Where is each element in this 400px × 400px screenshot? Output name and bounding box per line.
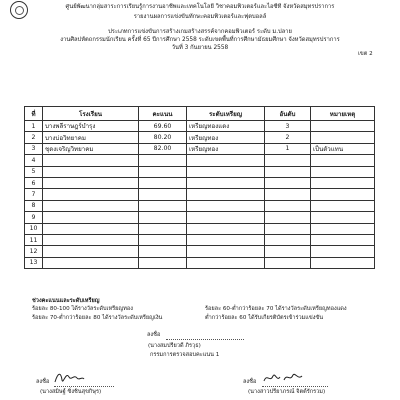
row-number: 2 <box>25 132 43 143</box>
table-row <box>25 200 375 211</box>
header-line-2: รายงานผลการแข่งขันทักษะคอมพิวเตอร์และฟุตบอลล์ <box>133 14 267 20</box>
school-name <box>43 200 139 211</box>
row-number: 10 <box>25 223 43 234</box>
score-cell <box>139 223 187 234</box>
row-number: 12 <box>25 246 43 257</box>
results-table <box>24 106 375 269</box>
note-cell <box>311 200 375 211</box>
note-cell <box>311 121 375 132</box>
medal-cell <box>187 246 265 257</box>
school-name <box>43 257 139 268</box>
rank-cell <box>265 189 311 200</box>
score-cell <box>139 189 187 200</box>
rank-cell: 3 <box>265 121 311 132</box>
row-number: 8 <box>25 200 43 211</box>
column-header-rank: อันดับ <box>265 107 311 121</box>
medal-cell <box>187 200 265 211</box>
medal-cell <box>187 223 265 234</box>
school-name <box>43 155 139 166</box>
school-name <box>43 212 139 223</box>
header-line-1: ศูนย์พัฒนากลุ่มสาระการเรียนรู้การงานอาชีพและเทคโนโลยี วิชาคอมพิวเตอร์และไอซีที จังหวัดสมุทรปราการ <box>65 4 335 10</box>
table-row <box>25 223 375 234</box>
score-cell: 80.20 <box>139 132 187 143</box>
school-name: บางพลีราษฎร์บำรุง <box>43 121 139 132</box>
center-signer-name: (นางสมปรียวดี ภิรวุธ) <box>148 343 201 349</box>
note-cell <box>311 212 375 223</box>
row-number: 13 <box>25 257 43 268</box>
school-name <box>43 246 139 257</box>
medal-cell <box>187 257 265 268</box>
medal-cell <box>187 234 265 245</box>
zone-label: เขต 2 <box>358 51 373 57</box>
note-cell <box>311 177 375 188</box>
score-cell <box>139 200 187 211</box>
center-sign-label: ลงชื่อ <box>147 332 161 338</box>
score-cell: 69.60 <box>139 121 187 132</box>
left-signer-name: (นางสมิษฐ์ ซิ่งชินสุขกิษุร) <box>40 389 102 395</box>
column-header-note: หมายเหตุ <box>311 107 375 121</box>
school-name <box>43 189 139 200</box>
right-signature-line <box>262 386 328 387</box>
medal-cell <box>187 189 265 200</box>
score-cell <box>139 166 187 177</box>
table-row <box>25 212 375 223</box>
score-cell <box>139 177 187 188</box>
table-row <box>25 177 375 188</box>
score-cell <box>139 257 187 268</box>
medal-cell: เหรียญทองแดง <box>187 121 265 132</box>
row-number: 9 <box>25 212 43 223</box>
score-cell <box>139 234 187 245</box>
left-handwritten-signature <box>52 368 86 386</box>
table-row <box>25 121 375 132</box>
column-header-medal: ระดับเหรียญ <box>187 107 265 121</box>
header-line-4: งานศิลปหัตถกรรมนักเรียน ครั้งที่ 65 ปีการศึกษา 2558 ระดับเขตพื้นที่การศึกษามัธยมศึกษา จังหวัดสมุทรปราการ <box>60 37 340 43</box>
rank-cell <box>265 223 311 234</box>
rank-cell <box>265 155 311 166</box>
score-cell <box>139 155 187 166</box>
medal-cell <box>187 212 265 223</box>
note-cell <box>311 155 375 166</box>
note-cell <box>311 234 375 245</box>
rank-cell <box>265 234 311 245</box>
criteria-participation: ต่ำกว่าร้อยละ 60 ได้รับเกียรติบัตรเข้าร่วมแข่งขัน <box>205 315 324 321</box>
left-signature-line <box>54 386 114 387</box>
score-cell <box>139 246 187 257</box>
column-header-score: คะแนน <box>139 107 187 121</box>
right-handwritten-signature <box>262 368 304 386</box>
table-row <box>25 189 375 200</box>
row-number: 11 <box>25 234 43 245</box>
medal-cell: เหรียญทอง <box>187 132 265 143</box>
note-cell <box>311 166 375 177</box>
right-sign-label: ลงชื่อ <box>243 379 257 385</box>
table-row <box>25 155 375 166</box>
medal-cell <box>187 177 265 188</box>
row-number: 7 <box>25 189 43 200</box>
note-cell <box>311 132 375 143</box>
row-number: 3 <box>25 143 43 154</box>
right-signer-name: (นางสาวปรียาภรณ์ จิตต์รักรวม) <box>248 389 326 395</box>
row-number: 5 <box>25 166 43 177</box>
criteria-gold: ร้อยละ 80-100 ได้รางวัลระดับเหรียญทอง <box>32 306 133 312</box>
rank-cell: 2 <box>265 132 311 143</box>
medal-cell <box>187 155 265 166</box>
school-name <box>43 177 139 188</box>
rank-cell <box>265 212 311 223</box>
criteria-silver: ร้อยละ 70-ต่ำกว่าร้อยละ 80 ได้รางวัลระดับเหรียญเงิน <box>32 315 163 321</box>
rank-cell <box>265 246 311 257</box>
note-cell <box>311 223 375 234</box>
note-cell <box>311 246 375 257</box>
row-number: 6 <box>25 177 43 188</box>
school-name: บางบ่อวิทยาคม <box>43 132 139 143</box>
note-cell <box>311 189 375 200</box>
rank-cell <box>265 166 311 177</box>
table-row <box>25 143 375 154</box>
rank-cell <box>265 177 311 188</box>
row-number: 1 <box>25 121 43 132</box>
center-signer-title: กรรมการตรวจสอบคะแนน 1 <box>150 352 220 358</box>
column-header-school: โรงเรียน <box>43 107 139 121</box>
column-header-no: ที่ <box>25 107 43 121</box>
school-name <box>43 166 139 177</box>
center-signature-line <box>166 339 244 340</box>
rank-cell: 1 <box>265 143 311 154</box>
note-cell: เป็นตัวแทน <box>311 143 375 154</box>
header-line-3: ประเภทการแข่งขันการสร้างเกมสร้างสรรค์จากคอมพิวเตอร์ ระดับ ม.ปลาย <box>108 29 292 35</box>
medal-cell: เหรียญทอง <box>187 143 265 154</box>
criteria-bronze: ร้อยละ 60-ต่ำกว่าร้อยละ 70 ได้รางวัลระดับเหรียญทองแดง <box>205 306 347 312</box>
rank-cell <box>265 257 311 268</box>
table-header-row <box>25 107 375 121</box>
score-cell <box>139 212 187 223</box>
table-row <box>25 166 375 177</box>
table-row <box>25 257 375 268</box>
note-cell <box>311 257 375 268</box>
school-name <box>43 234 139 245</box>
table-row <box>25 234 375 245</box>
score-cell: 82.00 <box>139 143 187 154</box>
table-row <box>25 246 375 257</box>
left-sign-label: ลงชื่อ <box>36 379 50 385</box>
row-number: 4 <box>25 155 43 166</box>
table-row <box>25 132 375 143</box>
medal-cell <box>187 166 265 177</box>
header-date: วันที่ 3 กันยายน 2558 <box>171 45 229 51</box>
school-name <box>43 223 139 234</box>
criteria-title: ช่วงคะแนนและระดับเหรียญ <box>32 298 100 304</box>
school-name: ชุดงเจริญวิทยาคม <box>43 143 139 154</box>
rank-cell <box>265 200 311 211</box>
